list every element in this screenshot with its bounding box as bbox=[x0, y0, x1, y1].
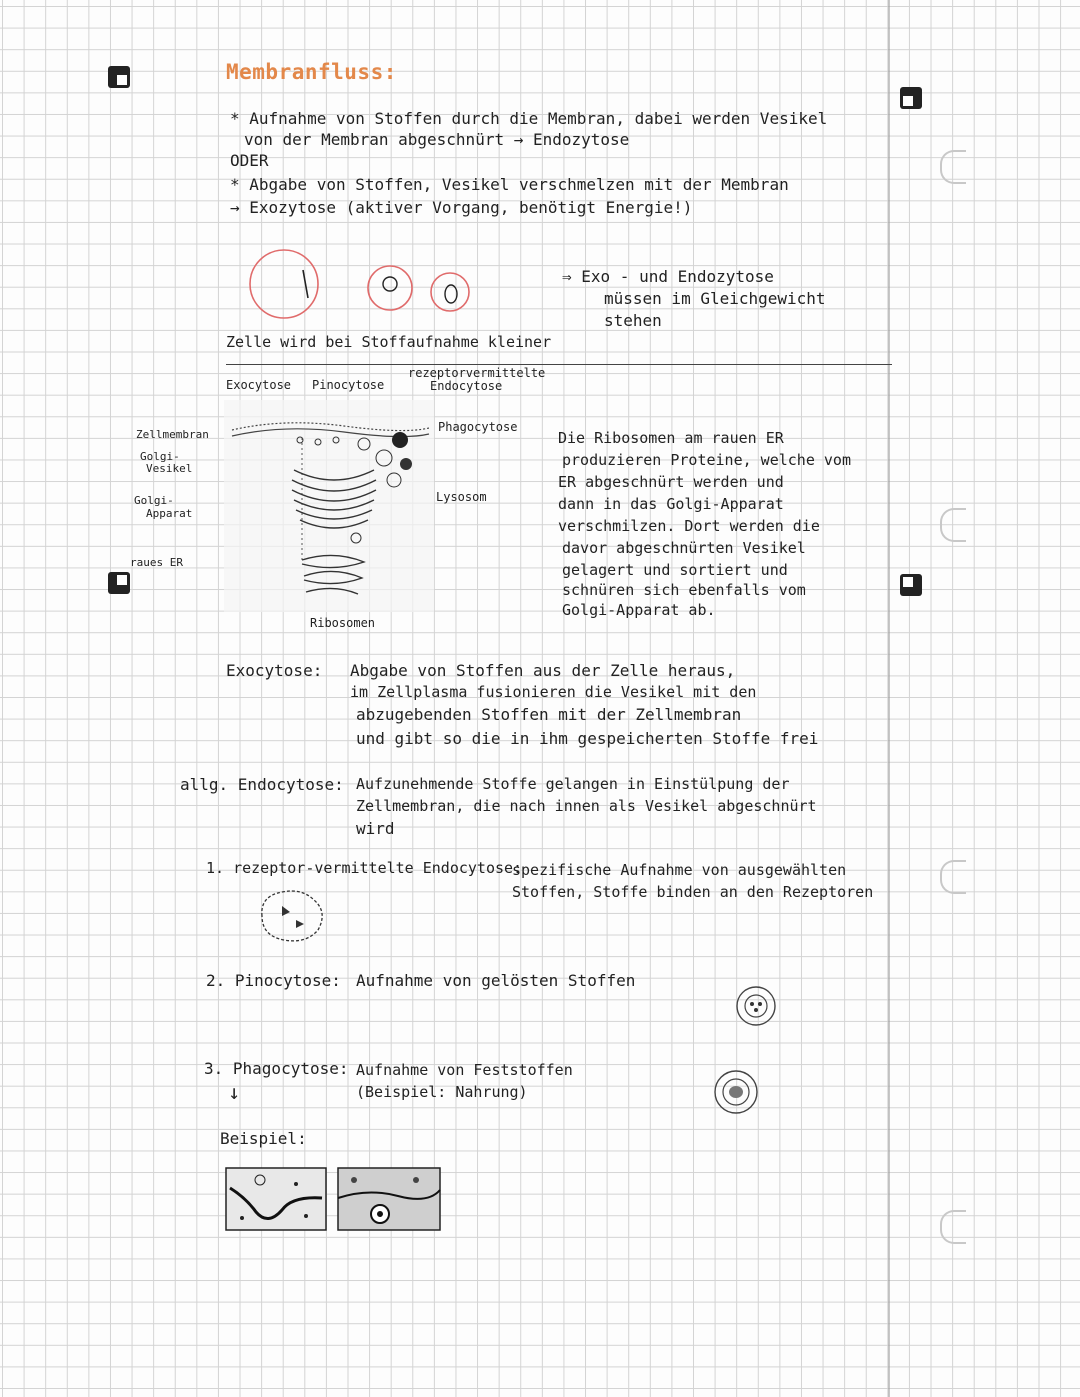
item-1-line-2: Stoffen, Stoffe binden an den Rezeptoren bbox=[512, 883, 874, 901]
cell-caption: Zelle wird bei Stoffaufnahme kleiner bbox=[226, 333, 552, 351]
balance-line-2: müssen im Gleichgewicht bbox=[604, 289, 826, 308]
label-golgi-apparat-1: Golgi- bbox=[134, 494, 174, 507]
item-3-line-2: (Beispiel: Nahrung) bbox=[356, 1083, 528, 1101]
punch-hole bbox=[940, 1210, 966, 1244]
membrane-flow-diagram bbox=[224, 400, 434, 612]
label-zellmembran: Zellmembran bbox=[136, 428, 209, 441]
ribosomen-line-5: verschmilzen. Dort werden die bbox=[558, 517, 820, 535]
beispiel-label: Beispiel: bbox=[220, 1129, 307, 1148]
label-pinocytose: Pinocytose bbox=[312, 378, 385, 392]
endocytose-term: allg. Endocytose: bbox=[180, 775, 344, 794]
intro-line-4: * Abgabe von Stoffen, Vesikel verschmelzen mit der Membran bbox=[230, 175, 789, 194]
corner-marker-top-left bbox=[108, 66, 130, 88]
section-divider bbox=[226, 364, 892, 365]
ribosomen-line-3: ER abgeschnürt werden und bbox=[558, 473, 784, 491]
label-golgi-vesikel-1: Golgi- bbox=[140, 450, 180, 463]
exocytose-line-1: Abgabe von Stoffen aus der Zelle heraus, bbox=[350, 661, 736, 680]
ribosomen-line-2: produzieren Proteine, welche vom bbox=[562, 451, 851, 469]
ribosomen-line-4: dann in das Golgi-Apparat bbox=[558, 495, 784, 513]
item-3-line-1: Aufnahme von Feststoffen bbox=[356, 1061, 573, 1079]
intro-line-2: von der Membran abgeschnürt → Endozytose bbox=[244, 130, 630, 149]
punch-hole bbox=[940, 150, 966, 184]
label-lysosom: Lysosom bbox=[436, 490, 487, 504]
ribosomen-line-7: gelagert und sortiert und bbox=[562, 561, 788, 579]
page-title: Membranfluss: bbox=[226, 60, 397, 84]
exocytose-line-2: im Zellplasma fusionieren die Vesikel mit den bbox=[350, 683, 757, 701]
label-phagocytose: Phagocytose bbox=[438, 420, 518, 434]
cell-shrinking-sketch bbox=[240, 248, 490, 328]
exocytose-term: Exocytose: bbox=[226, 661, 323, 680]
label-rezeptor-1: rezeptorvermittelte bbox=[408, 366, 546, 380]
item-2-label: 2. Pinocytose: bbox=[206, 971, 341, 990]
endocytose-line-2: Zellmembran, die nach innen als Vesikel abgeschnürt bbox=[356, 797, 817, 815]
intro-line-1: * Aufnahme von Stoffen durch die Membran, dabei werden Vesikel bbox=[230, 109, 828, 128]
endocytose-line-3: wird bbox=[356, 819, 395, 838]
label-raues-er: raues ER bbox=[130, 556, 183, 569]
pinocytose-cell-sketch bbox=[734, 984, 778, 1028]
ribosomen-line-6: davor abgeschnürten Vesikel bbox=[562, 539, 806, 557]
intro-line-5: → Exozytose (aktiver Vorgang, benötigt Energie!) bbox=[230, 198, 693, 217]
corner-marker-bottom-left bbox=[108, 572, 130, 594]
balance-line-1: ⇒ Exo - und Endozytose bbox=[562, 267, 774, 286]
label-rezeptor-2: Endocytose bbox=[430, 379, 503, 393]
receptor-cell-sketch bbox=[252, 886, 332, 946]
ribosomen-line-8: schnüren sich ebenfalls vom bbox=[562, 581, 806, 599]
corner-marker-top-right bbox=[900, 87, 922, 109]
item-1-line-1: spezifische Aufnahme von ausgewählten bbox=[512, 861, 847, 879]
label-golgi-apparat-2: Apparat bbox=[146, 507, 193, 520]
endocytose-line-1: Aufzunehmende Stoffe gelangen in Einstülpung der bbox=[356, 775, 790, 793]
label-exocytose: Exocytose bbox=[226, 378, 292, 392]
punch-hole bbox=[940, 508, 966, 542]
label-golgi-vesikel-2: Vesikel bbox=[146, 462, 193, 475]
margin-line bbox=[888, 0, 890, 1397]
item-2-text: Aufnahme von gelösten Stoffen bbox=[356, 971, 636, 990]
intro-line-3: ODER bbox=[230, 151, 269, 170]
corner-marker-bottom-right bbox=[900, 574, 922, 596]
exocytose-line-3: abzugebenden Stoffen mit der Zellmembran bbox=[356, 705, 742, 724]
ribosomen-line-1: Die Ribosomen am rauen ER bbox=[558, 429, 784, 447]
exocytose-line-4: und gibt so die in ihm gespeicherten Stoffe frei bbox=[356, 729, 819, 748]
punch-hole bbox=[940, 860, 966, 894]
item-1-label: 1. rezeptor-vermittelte Endocytose: bbox=[206, 859, 523, 877]
phagocytose-cell-sketch bbox=[712, 1068, 760, 1116]
example-micrograph-1 bbox=[226, 1168, 326, 1230]
down-arrow: ↓ bbox=[228, 1080, 241, 1104]
item-3-label: 3. Phagocytose: bbox=[204, 1059, 349, 1078]
example-micrograph-2 bbox=[338, 1168, 440, 1230]
balance-line-3: stehen bbox=[604, 311, 662, 330]
label-ribosomen: Ribosomen bbox=[310, 616, 376, 630]
ribosomen-line-9: Golgi-Apparat ab. bbox=[562, 601, 716, 619]
